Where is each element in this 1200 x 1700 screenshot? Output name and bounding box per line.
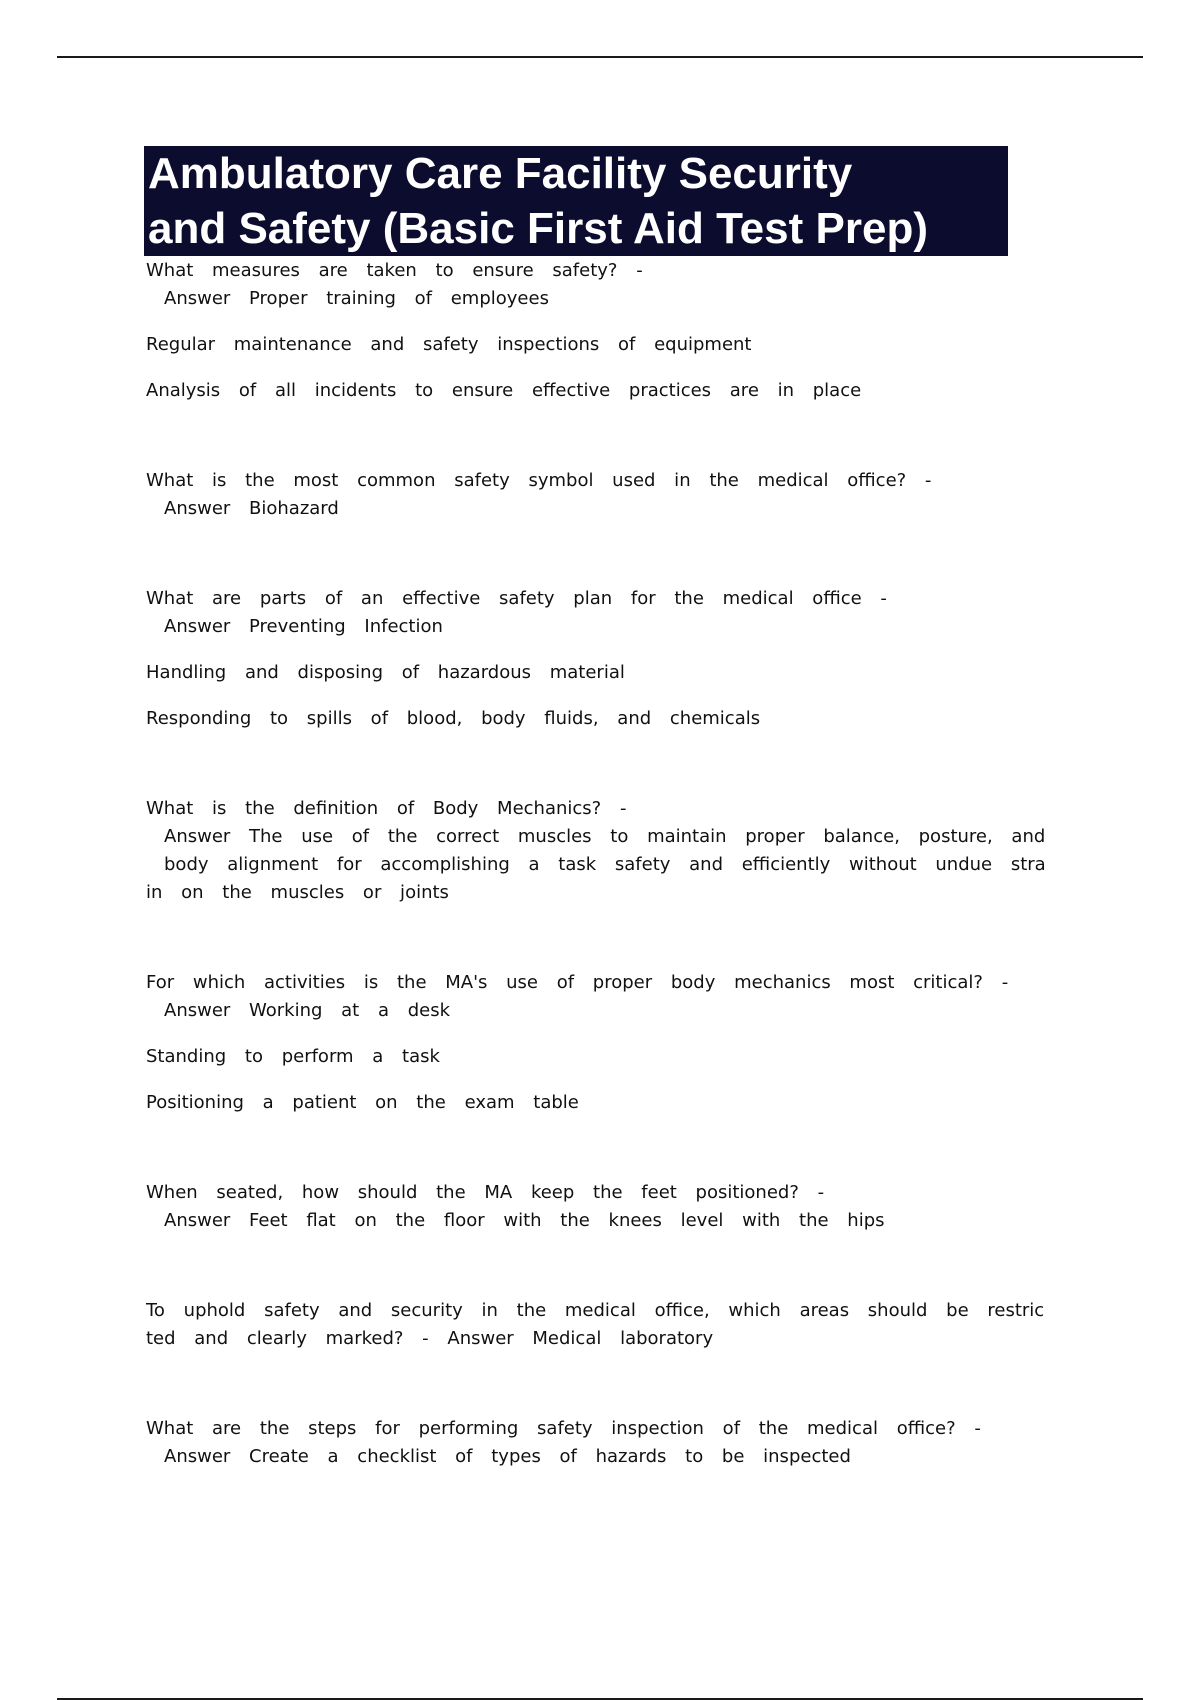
qa-block — [146, 1297, 1056, 1353]
answer-item: Regular maintenance and safety inspections of equipment — [146, 334, 752, 355]
answer-text: ted and clearly marked? - Answer Medical laboratory — [146, 1328, 714, 1349]
qa-block — [146, 467, 1056, 523]
answer-text: Answer Feet flat on the floor with the knees level with the hips — [164, 1210, 885, 1231]
qa-content — [146, 257, 1056, 1471]
qa-block — [146, 795, 1056, 907]
answer-text: Answer Create a checklist of types of hazards to be inspected — [164, 1446, 851, 1467]
document-title — [144, 146, 1008, 256]
answer-item: Responding to spills of blood, body fluids, and chemicals — [146, 708, 761, 729]
answer-text: Answer The use of the correct muscles to maintain proper balance, posture, and — [164, 826, 1046, 847]
question-text: When seated, how should the MA keep the feet positioned? - — [146, 1182, 825, 1203]
answer-text: Answer Working at a desk — [164, 1000, 451, 1021]
answer-item: Standing to perform a task — [146, 1046, 440, 1067]
answer-item: Analysis of all incidents to ensure effective practices are in place — [146, 380, 862, 401]
qa-block — [146, 257, 1056, 405]
question-text: What are the steps for performing safety inspection of the medical office? - — [146, 1418, 981, 1439]
qa-block — [146, 585, 1056, 733]
qa-block — [146, 1179, 1056, 1235]
question-text: What is the definition of Body Mechanics? - — [146, 798, 627, 819]
answer-text: in on the muscles or joints — [146, 882, 449, 903]
title-line-1: Ambulatory Care Facility Security — [148, 149, 853, 198]
top-rule — [57, 56, 1143, 58]
qa-block — [146, 969, 1056, 1117]
question-text: What are parts of an effective safety plan for the medical office - — [146, 588, 887, 609]
answer-text: Answer Proper training of employees — [164, 288, 549, 309]
answer-text: Answer Biohazard — [164, 498, 339, 519]
question-text: For which activities is the MA's use of proper body mechanics most critical? - — [146, 972, 1009, 993]
answer-item: Handling and disposing of hazardous material — [146, 662, 625, 683]
question-text: What is the most common safety symbol used in the medical office? - — [146, 470, 932, 491]
question-text: What measures are taken to ensure safety? - — [146, 260, 643, 281]
answer-text: Answer Preventing Infection — [164, 616, 443, 637]
question-text: To uphold safety and security in the medical office, which areas should be restric — [146, 1300, 1045, 1321]
answer-text: body alignment for accomplishing a task safety and efficiently without undue stra — [164, 854, 1046, 875]
title-line-2: and Safety (Basic First Aid Test Prep) — [148, 204, 928, 253]
qa-block — [146, 1415, 1056, 1471]
answer-item: Positioning a patient on the exam table — [146, 1092, 579, 1113]
